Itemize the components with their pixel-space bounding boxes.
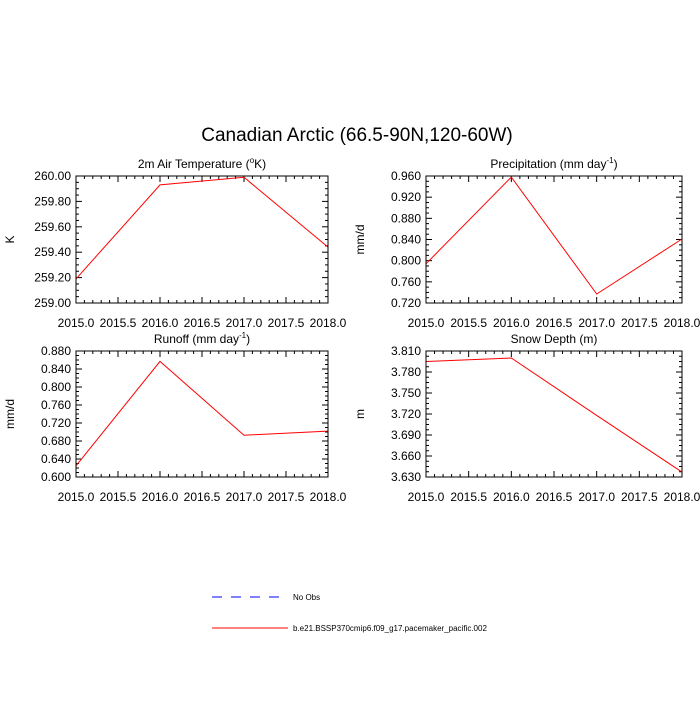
x-tick-label: 2016.5 — [183, 490, 221, 504]
x-tick-label: 2016.0 — [492, 316, 530, 330]
y-tick-label: 0.880 — [40, 344, 71, 358]
y-tick-label: 259.20 — [34, 270, 71, 285]
x-tick-label: 2017.5 — [267, 490, 305, 504]
y-tick-label: 3.750 — [390, 386, 421, 400]
x-tick-label: 2017.0 — [225, 490, 263, 504]
panel-title-text: 2m Air Temperature ( — [137, 157, 250, 171]
panel-title-suffix: ) — [613, 157, 618, 171]
y-tick-label: 0.920 — [390, 190, 421, 205]
y-tick-label: 0.800 — [40, 380, 71, 394]
y-tick-label: 0.760 — [390, 274, 421, 289]
panel-title-suffix: ) — [246, 332, 251, 346]
panel-title-suffix: K) — [254, 157, 267, 171]
x-tick-label: 2016.5 — [183, 316, 221, 330]
y-tick-label: 0.720 — [40, 416, 71, 430]
panel-title-text: Precipitation (mm day — [490, 157, 607, 171]
x-tick-label: 2018.0 — [663, 316, 700, 330]
x-tick-label: 2015.0 — [407, 490, 445, 504]
x-tick-label: 2016.5 — [535, 490, 573, 504]
y-tick-label: 0.840 — [390, 232, 421, 247]
x-tick-label: 2015.0 — [57, 316, 95, 330]
figure-title: Canadian Arctic (66.5-90N,120-60W) — [201, 125, 513, 146]
y-tick-label: 259.00 — [34, 296, 71, 310]
y-tick-label: 259.80 — [34, 194, 71, 209]
x-tick-label: 2015.0 — [57, 490, 95, 504]
x-tick-label: 2018.0 — [309, 490, 347, 504]
x-tick-label: 2015.0 — [407, 316, 445, 330]
x-tick-label: 2015.5 — [99, 490, 137, 504]
y-tick-label: 3.780 — [390, 365, 421, 379]
y-tick-label: 3.660 — [390, 449, 421, 463]
y-tick-label: 3.630 — [390, 470, 421, 484]
y-tick-label: 0.680 — [40, 434, 71, 448]
panel-title-text: Runoff (mm day — [153, 332, 240, 346]
y-tick-label: 0.960 — [390, 169, 421, 183]
panel-title — [511, 332, 598, 346]
y-tick-label: 259.40 — [34, 245, 71, 260]
panel-title-superscript: o — [249, 156, 255, 165]
y-tick-label: 3.690 — [390, 428, 421, 442]
y-tick-label: 0.760 — [40, 398, 71, 412]
x-tick-label: 2018.0 — [663, 490, 700, 504]
x-tick-label: 2018.0 — [309, 316, 347, 330]
x-tick-label: 2017.5 — [267, 316, 305, 330]
panel-title-text: Snow Depth (m) — [510, 332, 598, 346]
panel-title-superscript: -1 — [239, 331, 247, 340]
x-tick-label: 2017.5 — [620, 490, 658, 504]
y-tick-label: 3.810 — [390, 344, 421, 358]
y-tick-label: 259.60 — [34, 219, 71, 234]
panel-title — [490, 156, 617, 171]
y-tick-label: 0.840 — [40, 362, 71, 376]
y-axis-label: K — [3, 235, 17, 244]
y-tick-label: 0.640 — [40, 452, 71, 466]
y-tick-label: 0.600 — [40, 470, 71, 484]
x-tick-label: 2016.0 — [492, 490, 530, 504]
legend-label: b.e21.BSSP370cmip6.f09_g17.pacemaker_pacific.002 — [293, 624, 487, 633]
x-tick-label: 2017.0 — [578, 316, 616, 330]
y-tick-label: 0.880 — [390, 211, 421, 226]
x-tick-label: 2017.5 — [620, 316, 658, 330]
x-tick-label: 2015.5 — [450, 316, 488, 330]
x-tick-label: 2015.5 — [99, 316, 137, 330]
x-tick-label: 2015.5 — [450, 490, 488, 504]
y-tick-label: 260.00 — [34, 169, 71, 183]
y-tick-label: 0.800 — [390, 253, 421, 268]
y-axis-label: mm/d — [353, 224, 367, 255]
legend-label: No Obs — [293, 593, 321, 602]
y-tick-label: 3.720 — [390, 407, 421, 421]
panel-title-superscript: -1 — [606, 156, 614, 165]
x-tick-label: 2016.0 — [141, 316, 179, 330]
y-tick-label: 0.720 — [390, 296, 421, 310]
x-tick-label: 2016.5 — [535, 316, 573, 330]
y-axis-label: mm/d — [3, 399, 17, 429]
y-axis-label: m — [353, 409, 367, 419]
panel-title — [138, 156, 266, 171]
x-tick-label: 2016.0 — [141, 490, 179, 504]
x-tick-label: 2017.0 — [578, 490, 616, 504]
x-tick-label: 2017.0 — [225, 316, 263, 330]
panel-title — [154, 331, 250, 346]
